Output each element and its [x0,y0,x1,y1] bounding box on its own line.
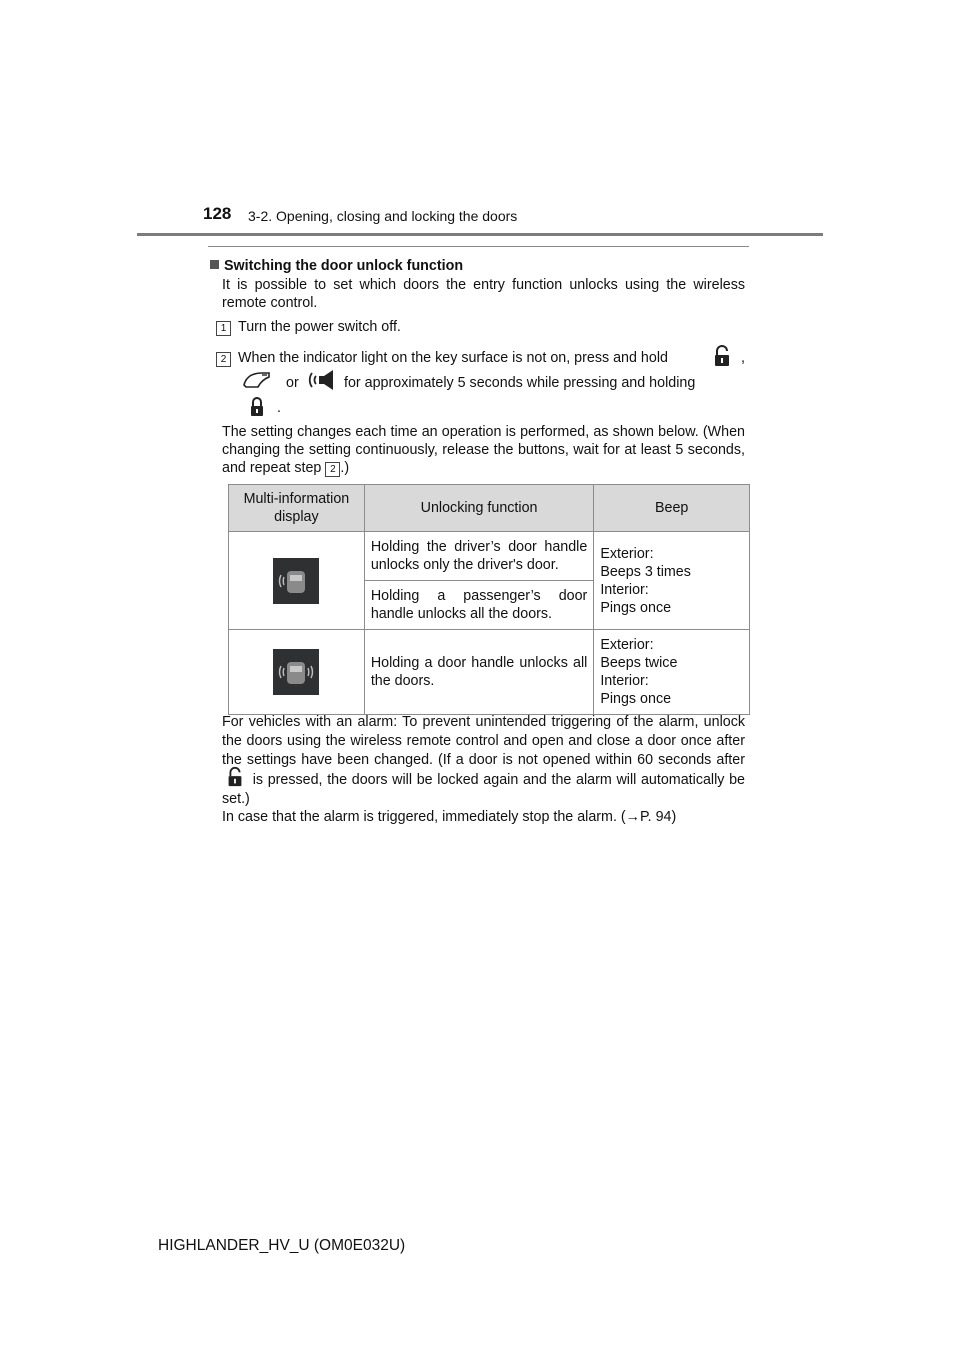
display-cell-2 [229,630,365,715]
function-all-doors: Holding a door handle unlocks all the doors. [364,630,594,715]
display-image-all-doors [273,649,319,695]
subsection-heading: Switching the door unlock function [210,257,463,275]
step-2-or: or [286,375,299,391]
setting-note: The setting changes each time an operation is performed, as shown below. (When changing the setting continuously, release the buttons, wait for at least 5 seconds, and repeat step 2 .) [222,424,745,476]
display-image-driver-door [273,558,319,604]
intro-paragraph: It is possible to set which doors the entry function unlocks using the wireless remote control. [222,277,745,311]
step-reference: 2 [325,462,340,477]
step-1-text: Turn the power switch off. [238,319,401,335]
step-2-comma: , [741,350,745,366]
alarm-stop-note: In case that the alarm is triggered, immediately stop the alarm. (→P. 94) [222,809,677,825]
back-door-icon [242,369,272,396]
beep-cell-2: Exterior: Beeps twice Interior: Pings once [594,630,750,715]
alarm-note: For vehicles with an alarm: To prevent unintended triggering of the alarm, unlock the doors using the wireless remote control and open and close a door once after the settings have been changed. (If a door is not opened within 60 seconds after is pressed, the doors will be locked again and the alarm will automatically be set.) [222,714,745,807]
table-row [229,532,750,581]
table-row [229,630,750,715]
header-rule [137,233,823,236]
footer-model-code: HIGHLANDER_HV_U (OM0E032U) [158,1237,406,1254]
section-title: 3-2. Opening, closing and locking the doors [248,208,518,224]
panic-icon [308,368,338,397]
page-number: 128 [203,204,232,223]
table-header-display: Multi-information display [229,485,365,532]
step-2-period: . [277,400,281,416]
bullet-square-icon [210,260,219,269]
unlock-icon [714,344,730,373]
function-driver-door: Holding the driver’s door handle unlocks only the driver's door. [364,532,594,581]
unlock-icon [222,770,248,788]
unlock-settings-table [228,484,750,715]
section-rule [208,246,749,247]
function-passenger-door: Holding a passenger’s door handle unlocks all the doors. [364,581,594,630]
step-2-text-b: for approximately 5 seconds while pressing and holding [344,375,696,391]
beep-cell-1: Exterior: Beeps 3 times Interior: Pings once [594,532,750,630]
step-2-text-a: When the indicator light on the key surface is not on, press and hold [238,350,668,366]
table-header-row [229,485,750,532]
table-header-beep: Beep [594,485,750,532]
lock-icon [250,396,264,423]
display-cell-1 [229,532,365,630]
step-2-number: 2 [216,349,231,367]
table-header-function: Unlocking function [364,485,594,532]
step-1-number: 1 [216,318,231,336]
